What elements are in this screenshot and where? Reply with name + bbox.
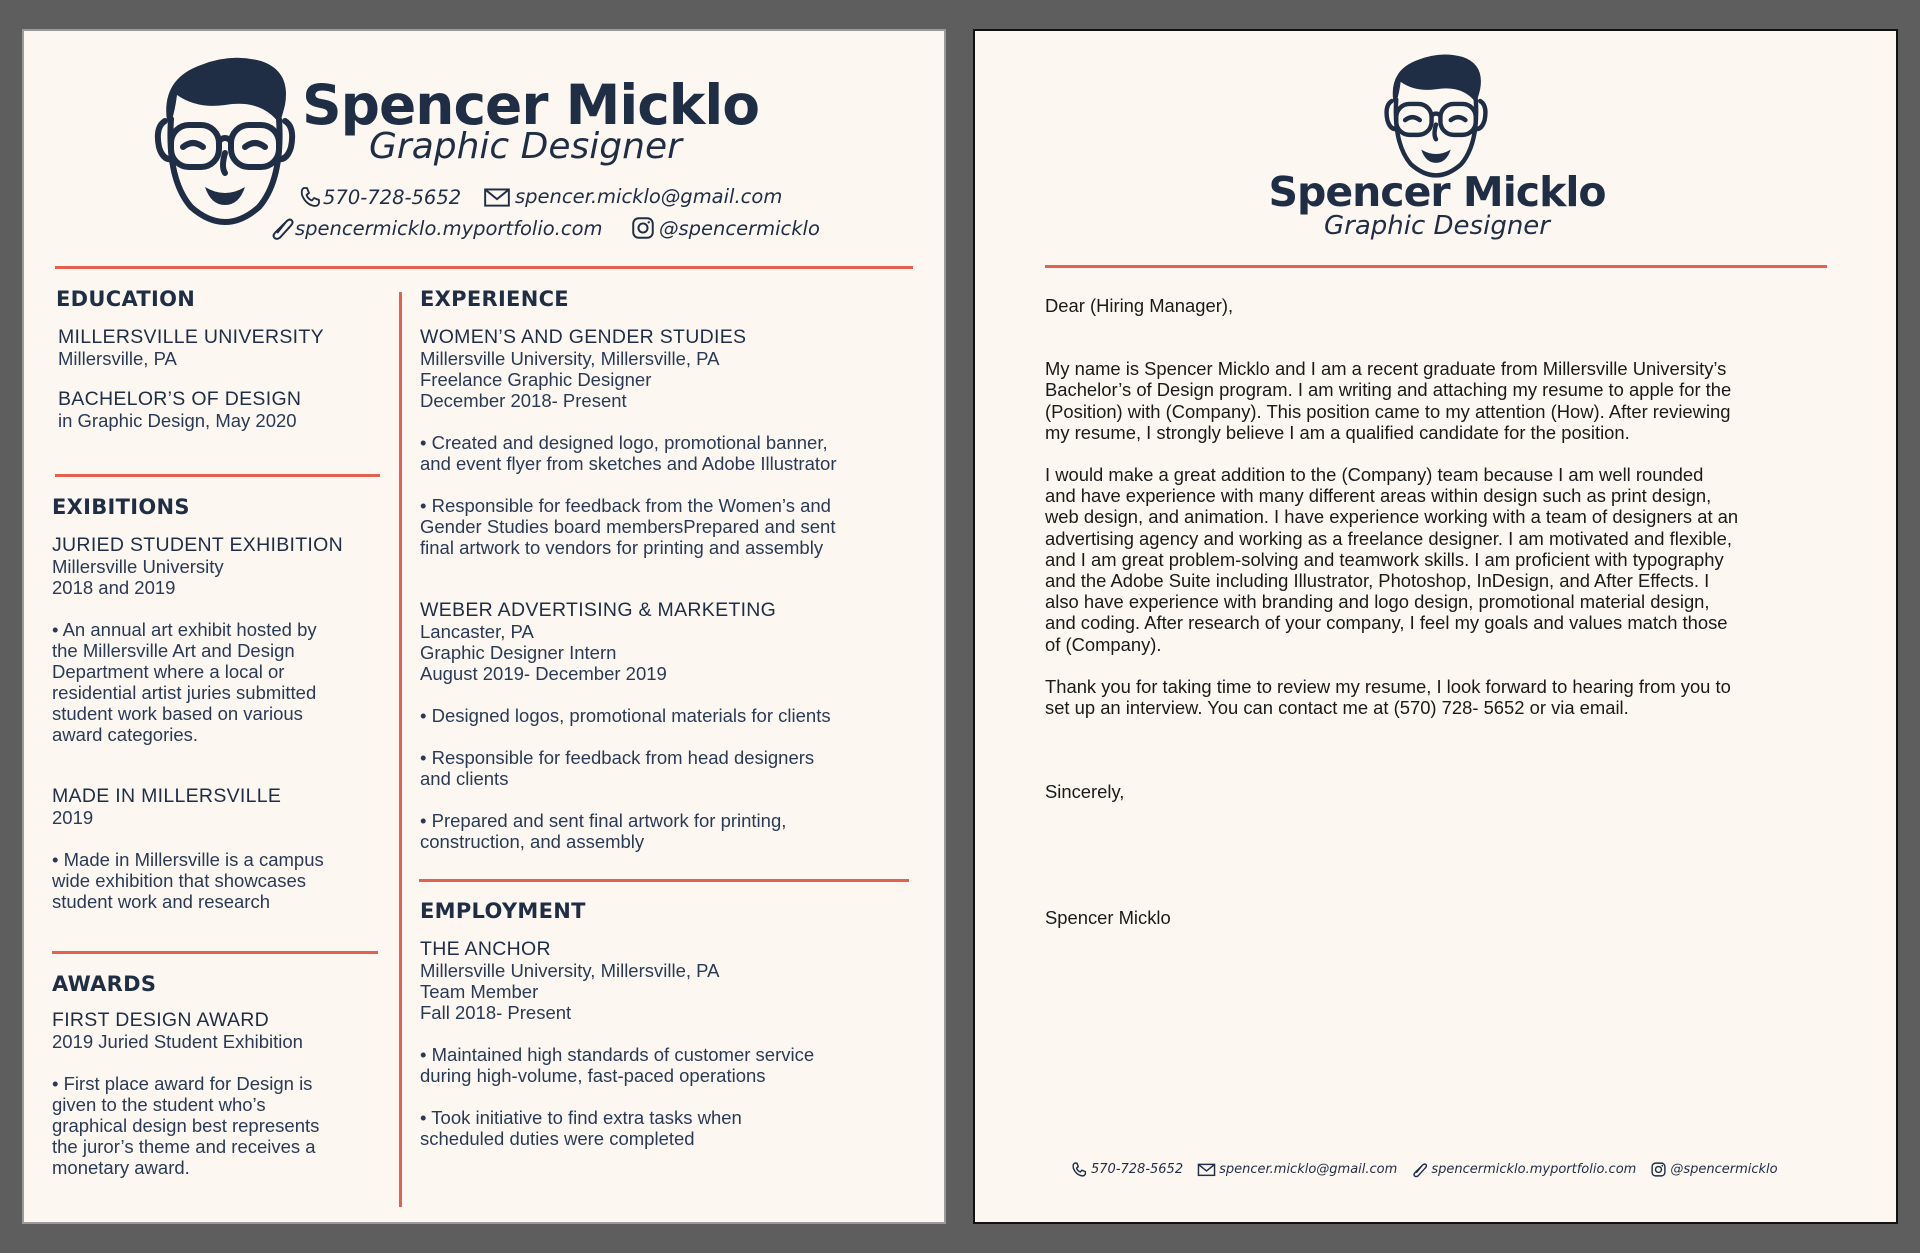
letter-paragraph — [1045, 676, 1835, 718]
exhibitions-divider — [52, 951, 378, 954]
footer-email-text: spencer.micklo@gmail.com — [1219, 1162, 1398, 1177]
job-bullet: • Took initiative to find extra tasks when — [420, 1107, 742, 1128]
job-line: Graphic Designer Intern — [420, 642, 617, 663]
letter-line: Bachelor’s of Design program. I am writing and attaching my resume to apple for the — [1045, 379, 1732, 401]
job-bullet: • Created and designed logo, promotional banner, — [420, 432, 828, 453]
exhibition-line: 2018 and 2019 — [52, 577, 176, 598]
education-divider — [55, 474, 380, 477]
resume-portfolio[interactable] — [269, 215, 603, 241]
job-name: WEBER ADVERTISING & MARKETING — [420, 599, 777, 621]
experience-divider — [419, 879, 909, 882]
resume-instagram[interactable] — [630, 215, 820, 241]
footer-phone-text: 570-728-5652 — [1091, 1162, 1184, 1177]
award-desc: given to the student who’s — [52, 1094, 266, 1115]
letter-name: Spencer Micklo — [1268, 168, 1606, 216]
letter-line: Thank you for taking time to review my resume, I look forward to hearing from you to — [1045, 675, 1731, 697]
resume-email[interactable] — [483, 185, 782, 208]
exhibition-desc: • An annual art exhibit hosted by — [52, 619, 317, 640]
paperclip-icon — [1411, 1161, 1428, 1178]
job-bullet: final artwork to vendors for printing and assembly — [420, 537, 824, 558]
job-bullet: Gender Studies board membersPrepared and sent — [420, 516, 836, 537]
letter-line: and have experience with many different areas within design such as print design, — [1045, 485, 1712, 507]
exhibition-desc: wide exhibition that showcases — [52, 870, 307, 891]
phone-icon — [297, 185, 323, 209]
letter-line: web design, and animation. I have experience working with a team of designers at an — [1045, 506, 1739, 528]
job-bullet: scheduled duties were completed — [420, 1128, 695, 1149]
award-desc: graphical design best represents — [52, 1115, 320, 1136]
job-line: December 2018- Present — [420, 390, 627, 411]
job-bullet: during high-volume, fast-paced operations — [420, 1065, 766, 1086]
degree-detail: in Graphic Design, May 2020 — [58, 410, 297, 431]
education-section — [58, 327, 378, 431]
letter-line: my resume, I strongly believe I am a qualified candidate for the position. — [1045, 421, 1630, 443]
footer-portfolio-text: spencermicklo.myportfolio.com — [1431, 1162, 1637, 1177]
job-line: Millersville University, Millersville, PA — [420, 960, 720, 981]
job-line: Millersville University, Millersville, PA — [420, 348, 720, 369]
awards-heading: AWARDS — [52, 972, 157, 996]
exhibition-desc: student work and research — [52, 891, 271, 912]
award-line: 2019 Juried Student Exhibition — [52, 1031, 303, 1052]
mail-icon — [483, 186, 511, 208]
letter-line: I would make a great addition to the (Company) team because I am well rounded — [1045, 464, 1704, 486]
footer-instagram[interactable] — [1650, 1161, 1777, 1178]
resume-title: Graphic Designer — [369, 126, 682, 167]
footer-portfolio[interactable] — [1411, 1161, 1636, 1178]
education-heading: EDUCATION — [56, 287, 196, 311]
experience-section — [420, 327, 910, 852]
exhibitions-heading: EXIBITIONS — [52, 495, 190, 519]
letter-line: (Position) with (Company). This position came to my attention (How). After reviewing — [1045, 400, 1731, 422]
letter-title: Graphic Designer — [1324, 211, 1550, 241]
employment-section — [420, 939, 910, 1149]
job-bullet: and event flyer from sketches and Adobe Illustrator — [420, 453, 837, 474]
footer-email[interactable] — [1197, 1162, 1397, 1177]
award-name: FIRST DESIGN AWARD — [52, 1009, 270, 1031]
letter-line: and coding. After research of your company, I feel my goals and values match those — [1045, 612, 1728, 634]
job-bullet: • Designed logos, promotional materials for clients — [420, 705, 831, 726]
job-bullet: and clients — [420, 768, 509, 789]
footer-phone[interactable] — [1070, 1161, 1183, 1178]
job-bullet: construction, and assembly — [420, 831, 645, 852]
exhibition-desc: the Millersville Art and Design — [52, 640, 295, 661]
letter-line: and I am great problem-solving and teamwork skills. I am proficient with typography — [1045, 548, 1724, 570]
job-line: August 2019- December 2019 — [420, 663, 667, 684]
column-divider — [399, 292, 402, 1207]
letter-line: of (Company). — [1045, 633, 1162, 655]
avatar-illustration — [141, 49, 309, 231]
letter-greeting: Dear (Hiring Manager), — [1045, 295, 1234, 316]
letter-line: also have experience with branding and logo design, promotional material design, — [1045, 591, 1710, 613]
job-bullet: • Responsible for feedback from the Women’s and — [420, 495, 831, 516]
exhibition-desc: student work based on various — [52, 703, 303, 724]
exhibition-line: Millersville University — [52, 556, 224, 577]
job-bullet: • Responsible for feedback from head designers — [420, 747, 815, 768]
job-bullet: • Maintained high standards of customer service — [420, 1044, 815, 1065]
cover-letter-page — [973, 29, 1898, 1224]
job-name: THE ANCHOR — [420, 938, 551, 960]
letter-closing: Sincerely, — [1045, 781, 1125, 803]
mail-icon — [1197, 1162, 1216, 1177]
letter-paragraph — [1045, 464, 1835, 655]
letter-body — [1045, 295, 1835, 929]
job-line: Team Member — [420, 981, 539, 1002]
header-divider — [55, 266, 913, 269]
letter-header-divider — [1045, 265, 1827, 268]
letter-line: set up an interview. You can contact me at (570) 728- 5652 or via email. — [1045, 697, 1629, 719]
letter-line: My name is Spencer Micklo and I am a recent graduate from Millersville University’s — [1045, 358, 1727, 380]
award-desc: the juror’s theme and receives a — [52, 1136, 316, 1157]
resume-email-text: spencer.micklo@gmail.com — [515, 185, 783, 208]
exhibition-desc: Department where a local or — [52, 661, 285, 682]
job-bullet: • Prepared and sent final artwork for printing, — [420, 810, 787, 831]
award-desc: • First place award for Design is — [52, 1073, 313, 1094]
footer-instagram-text: @spencermicklo — [1670, 1162, 1778, 1177]
letter-signature: Spencer Micklo — [1045, 907, 1171, 929]
exhibition-desc: • Made in Millersville is a campus — [52, 849, 324, 870]
phone-icon — [1070, 1161, 1088, 1178]
job-line: Lancaster, PA — [420, 621, 534, 642]
letter-line: advertising agency and working as a freelance designer. I am motivated and flexible, — [1045, 527, 1732, 549]
resume-phone[interactable] — [297, 185, 461, 209]
instagram-icon — [1650, 1161, 1667, 1178]
experience-heading: EXPERIENCE — [420, 287, 569, 311]
resume-name: Spencer Micklo — [302, 73, 760, 137]
exhibition-desc: residential artist juries submitted — [52, 682, 317, 703]
school-name: MILLERSVILLE UNIVERSITY — [58, 326, 324, 348]
resume-portfolio-text: spencermicklo.myportfolio.com — [295, 216, 603, 240]
job-line: Fall 2018- Present — [420, 1002, 572, 1023]
exhibitions-section — [52, 535, 377, 912]
letter-footer — [1070, 1161, 1810, 1178]
degree-name: BACHELOR’S OF DESIGN — [58, 388, 302, 410]
instagram-icon — [630, 215, 656, 241]
resume-phone-text: 570-728-5652 — [323, 185, 462, 209]
award-desc: monetary award. — [52, 1157, 190, 1178]
employment-heading: EMPLOYMENT — [420, 899, 586, 923]
letter-paragraph — [1045, 358, 1835, 443]
letter-line: and the Adobe Suite including Illustrator, Photoshop, InDesign, and After Effects. I — [1045, 570, 1710, 592]
school-location: Millersville, PA — [58, 348, 177, 369]
job-name: WOMEN’S AND GENDER STUDIES — [420, 326, 747, 348]
paperclip-icon — [269, 215, 295, 241]
exhibition-name: JURIED STUDENT EXHIBITION — [52, 534, 344, 556]
awards-section — [52, 1010, 377, 1178]
job-line: Freelance Graphic Designer — [420, 369, 652, 390]
exhibition-desc: award categories. — [52, 724, 199, 745]
resume-page — [22, 29, 946, 1224]
exhibition-name: MADE IN MILLERSVILLE — [52, 785, 282, 807]
resume-instagram-text: @spencermicklo — [659, 216, 820, 240]
avatar-illustration — [1374, 48, 1498, 182]
exhibition-line: 2019 — [52, 807, 94, 828]
